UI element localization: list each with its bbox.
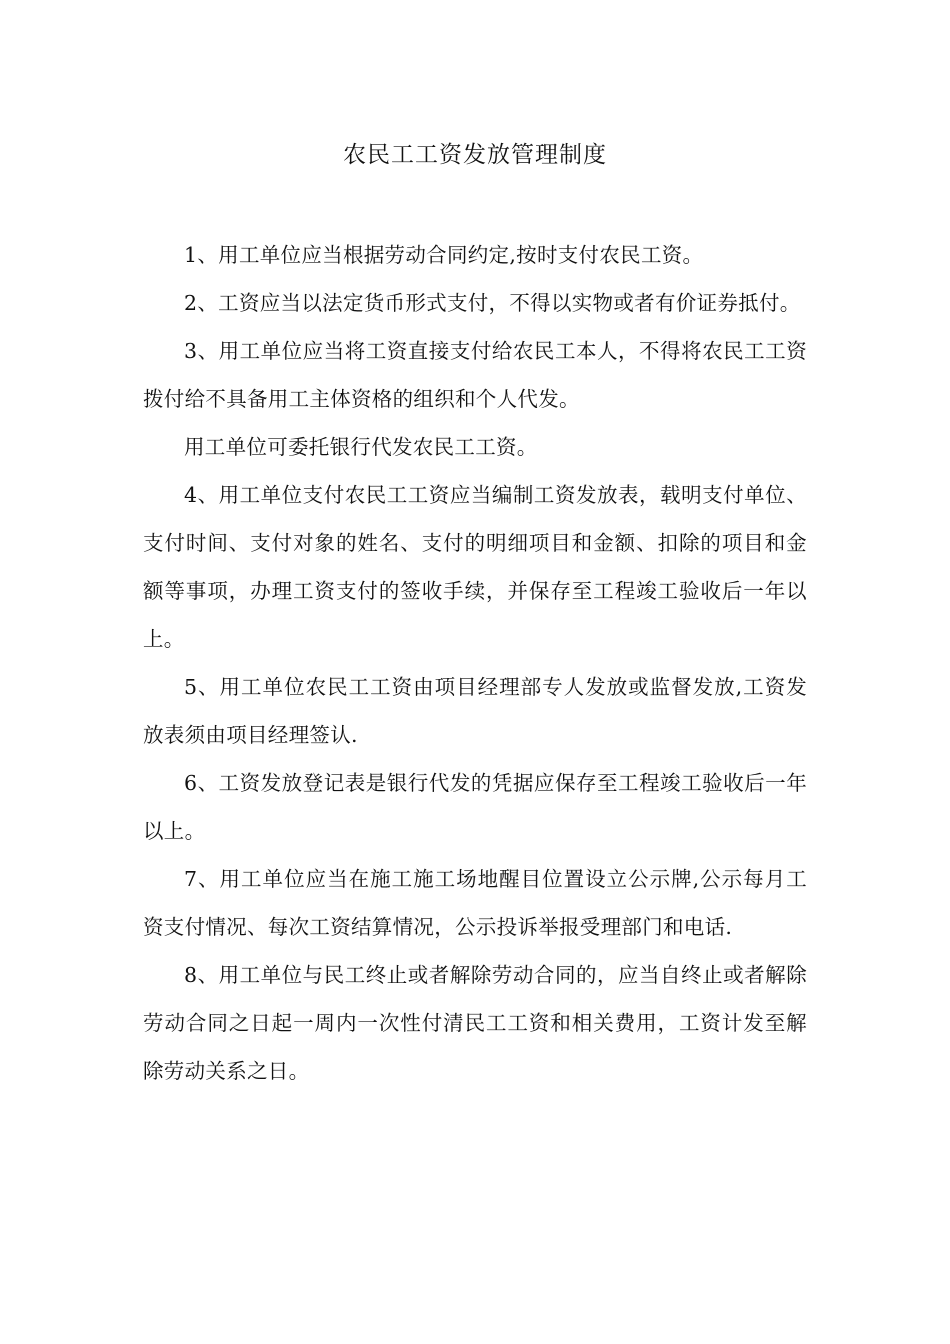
document-title: 农民工工资发放管理制度 [343,142,607,168]
paragraph-6: 6、工资发放登记表是银行代发的凭据应保存至工程竣工验收后一年以上。 [143,771,807,843]
paragraph-2: 2、工资应当以法定货币形式支付，不得以实物或者有价证券抵付。 [184,291,801,315]
paragraph-1: 1、用工单位应当根据劳动合同约定,按时支付农民工资。 [184,243,704,267]
document-body [143,231,807,1095]
paragraph-7: 7、用工单位应当在施工施工场地醒目位置设立公示牌,公示每月工资支付情况、每次工资结算情况，公示投诉举报受理部门和电话. [143,867,807,939]
paragraph-5: 5、用工单位农民工工资由项目经理部专人发放或监督发放,工资发放表须由项目经理签认. [143,675,807,747]
paragraph-3-note: 用工单位可委托银行代发农民工工资。 [184,435,538,459]
paragraph-4: 4、用工单位支付农民工工资应当编制工资发放表，载明支付单位、支付时间、支付对象的姓名、支付的明细项目和金额、扣除的项目和金额等事项，办理工资支付的签收手续，并保存至工程竣工验收后一年以上。 [143,483,807,651]
paragraph-3: 3、用工单位应当将工资直接支付给农民工本人，不得将农民工工资拨付给不具备用工主体资格的组织和个人代发。 [143,339,807,411]
paragraph-8: 8、用工单位与民工终止或者解除劳动合同的，应当自终止或者解除劳动合同之日起一周内一次性付清民工工资和相关费用，工资计发至解除劳动关系之日。 [143,963,807,1083]
